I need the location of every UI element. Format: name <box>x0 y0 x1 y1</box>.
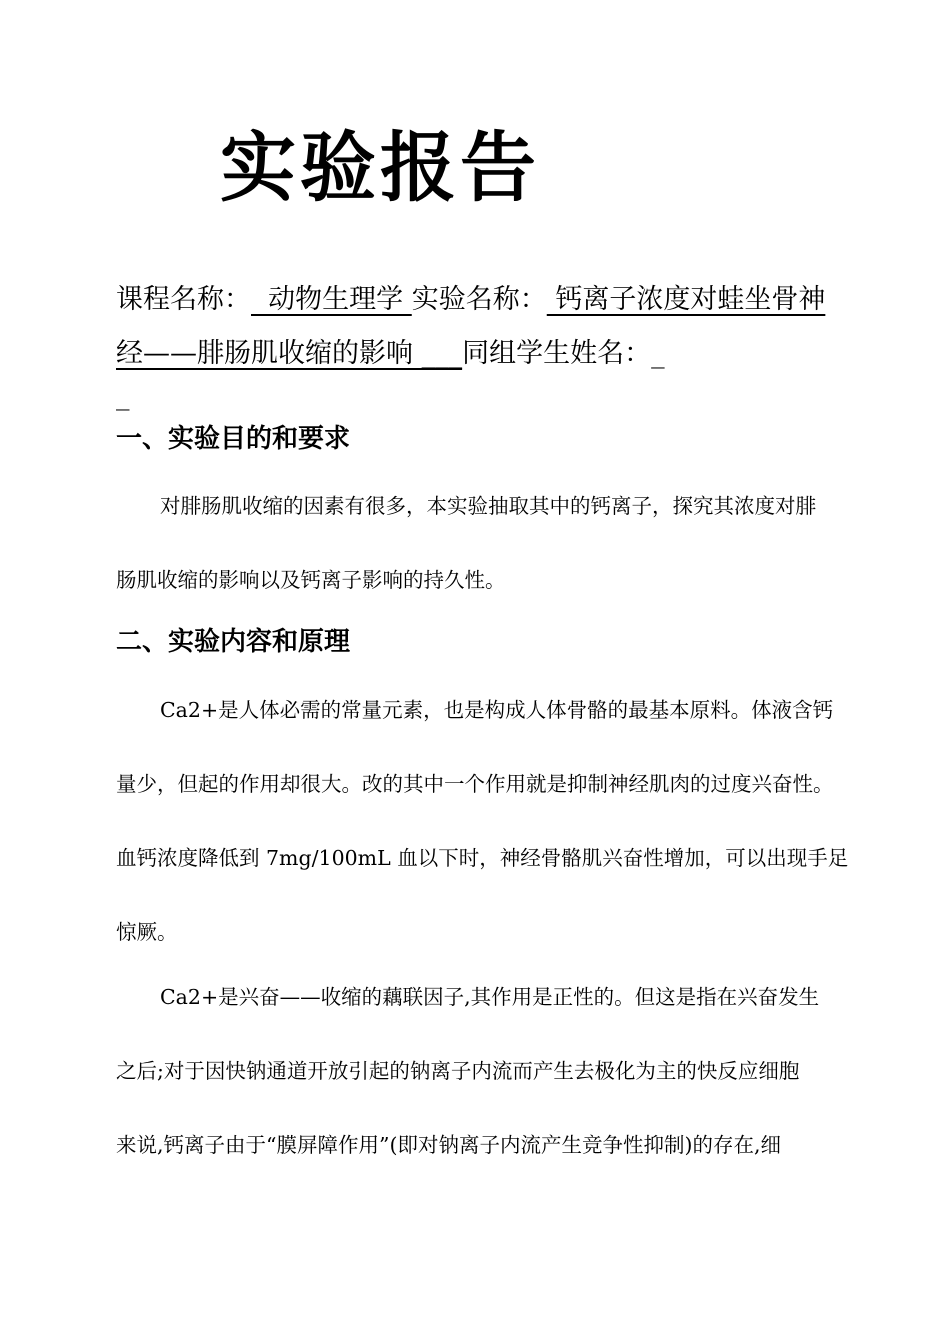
experiment-value-part1: 钙离子浓度对蛙坐骨神 <box>546 284 826 315</box>
section2-para1-line-2: 量少，但起的作用却很大。改的其中一个作用就是抑制神经肌肉的过度兴奋性。 <box>116 772 834 796</box>
section2-para2-line-2: 之后;对于因快钠通道开放引起的钠离子内流而产生去极化为主的快反应细胞 <box>116 1059 800 1083</box>
group-label: 同组学生姓名： <box>462 338 652 369</box>
section2-para1-line-4: 惊厥。 <box>116 920 178 944</box>
section2-para1-line-3: 血钙浓度降低到 7mg/100mL 血以下时，神经骨骼肌兴奋性增加，可以出现手足 <box>116 846 849 870</box>
experiment-label: 实验名称： <box>411 284 547 315</box>
course-label: 课程名称： <box>116 284 251 315</box>
info-line-3 <box>116 376 130 416</box>
group-value-continued: _ <box>116 380 130 411</box>
info-line-2 <box>116 334 665 374</box>
info-line-1 <box>116 280 825 320</box>
section1-line-2: 肠肌收缩的影响以及钙离子影响的持久性。 <box>116 568 506 592</box>
section2-heading: 二、实验内容和原理 <box>116 627 351 657</box>
section1-heading: 一、实验目的和要求 <box>116 424 351 454</box>
section2-para2-line-1: Ca2+是兴奋——收缩的藕联因子,其作用是正性的。但这是指在兴奋发生 <box>160 985 820 1009</box>
course-value: 动物生理学 <box>251 284 412 315</box>
section1-line-1: 对腓肠肌收缩的因素有很多，本实验抽取其中的钙离子，探究其浓度对腓 <box>160 494 816 518</box>
report-title: 实验报告 <box>220 123 540 212</box>
section2-para1-line-1: Ca2+是人体必需的常量元素，也是构成人体骨骼的最基本原料。体液含钙 <box>160 698 834 722</box>
experiment-value-part2: 经——腓肠肌收缩的影响 ___ <box>116 338 463 369</box>
section2-para2-line-3: 来说,钙离子由于“膜屏障作用”(即对钠离子内流产生竞争性抑制)的存在,细 <box>116 1133 781 1157</box>
group-value: _ <box>651 338 665 369</box>
